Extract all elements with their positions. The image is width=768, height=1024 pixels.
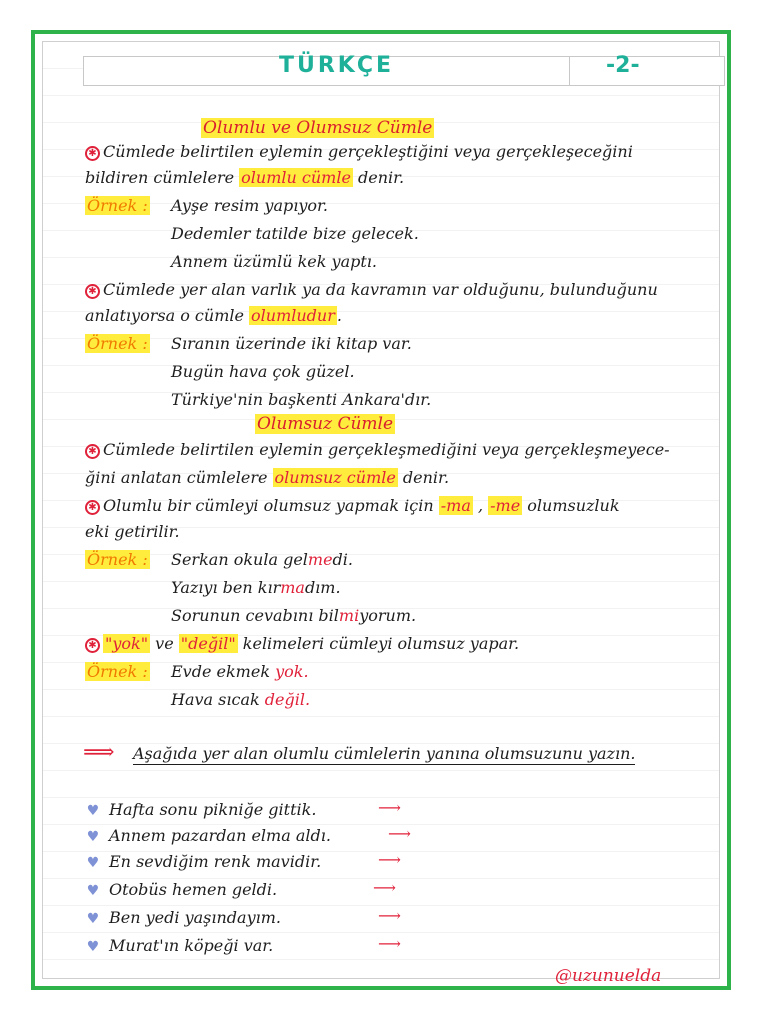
rule-4-cont: eki getirilir.	[85, 522, 180, 541]
example-label: Örnek :	[87, 662, 148, 681]
section-title-olumlu: Olumlu ve Olumsuz Cümle	[203, 118, 433, 138]
rule-2: ✱ Cümlede yer alan varlık ya da kavramın var olduğunu, bulunduğunu	[85, 280, 658, 300]
example-label: Örnek :	[87, 196, 148, 215]
rule-3: ✱ Cümlede belirtilen eylemin gerçekleşmediğini veya gerçekleşmeyece-	[85, 440, 670, 460]
star-bullet-icon: ✱	[85, 500, 100, 515]
header-divider	[569, 57, 570, 85]
example-line: Annem üzümlü kek yaptı.	[171, 252, 378, 271]
example-label: Örnek :	[87, 550, 148, 569]
author-signature: @uzunuelda	[555, 966, 662, 986]
page-header	[83, 53, 725, 86]
rule-2-cont: anlatıyorsa o cümle olumludur .	[85, 306, 342, 325]
star-bullet-icon: ✱	[85, 444, 100, 459]
exercise-item: ♥ Ben yedi yaşındayım.	[86, 908, 281, 927]
arrow-icon: ⟶	[378, 934, 401, 953]
example-line: Dedemler tatilde bize gelecek.	[171, 224, 419, 243]
example-label: Örnek :	[87, 334, 148, 353]
example-line: Sıranın üzerinde iki kitap var.	[171, 334, 412, 353]
rule-1-cont: bildiren cümlelere olumlu cümle denir.	[85, 168, 405, 187]
arrow-icon: ⟶	[378, 906, 401, 925]
page-number: -2-	[606, 53, 640, 78]
example-line: Ayşe resim yapıyor.	[171, 196, 328, 215]
example-line: Bugün hava çok güzel.	[171, 362, 355, 381]
arrow-icon: ⟶	[378, 798, 401, 817]
exercise-instruction: Aşağıda yer alan olumlu cümlelerin yanına olumsuzunu yazın.	[133, 744, 636, 763]
arrow-icon: ⟶	[373, 878, 396, 897]
arrow-icon: ⟶	[378, 850, 401, 869]
subject-title: TÜRKÇE	[279, 53, 395, 78]
heart-icon: ♥	[86, 939, 100, 955]
exercise-item: ♥ Otobüs hemen geldi.	[86, 880, 278, 899]
example-line: Sorunun cevabını bilmiyorum.	[171, 606, 417, 625]
heart-icon: ♥	[86, 883, 100, 899]
exercise-item: ♥ Annem pazardan elma aldı.	[86, 826, 331, 845]
exercise-item: ♥ Hafta sonu pikniğe gittik.	[86, 800, 317, 819]
example-line: Evde ekmek yok.	[171, 662, 309, 681]
heart-icon: ♥	[86, 829, 100, 845]
exercise-item: ♥ Murat'ın köpeği var.	[86, 936, 274, 955]
rule-4: ✱ Olumlu bir cümleyi olumsuz yapmak için -ma , -me olumsuzluk	[85, 496, 620, 516]
example-line: Yazıyı ben kırmadım.	[171, 578, 341, 597]
rule-1: ✱ Cümlede belirtilen eylemin gerçekleştiğini veya gerçekleşeceğini	[85, 142, 633, 162]
exercise-item: ♥ En sevdiğim renk mavidir.	[86, 852, 322, 871]
notebook-paper	[42, 41, 720, 986]
heart-icon: ♥	[86, 855, 100, 871]
example-line: Serkan okula gelmedi.	[171, 550, 353, 569]
star-bullet-icon: ✱	[85, 146, 100, 161]
page-frame	[31, 30, 731, 990]
instruction-arrow-icon: ⟹	[83, 740, 115, 765]
star-bullet-icon: ✱	[85, 638, 100, 653]
example-line: Hava sıcak değil.	[171, 690, 311, 709]
heart-icon: ♥	[86, 803, 100, 819]
heart-icon: ♥	[86, 911, 100, 927]
arrow-icon: ⟶	[388, 824, 411, 843]
rule-5: ✱ "yok" ve "değil" kelimeleri cümleyi olumsuz yapar.	[85, 634, 519, 654]
rule-3-cont: ğini anlatan cümlelere olumsuz cümle denir.	[85, 468, 450, 487]
star-bullet-icon: ✱	[85, 284, 100, 299]
example-line: Türkiye'nin başkenti Ankara'dır.	[171, 390, 432, 409]
section-title-olumsuz: Olumsuz Cümle	[257, 414, 394, 434]
